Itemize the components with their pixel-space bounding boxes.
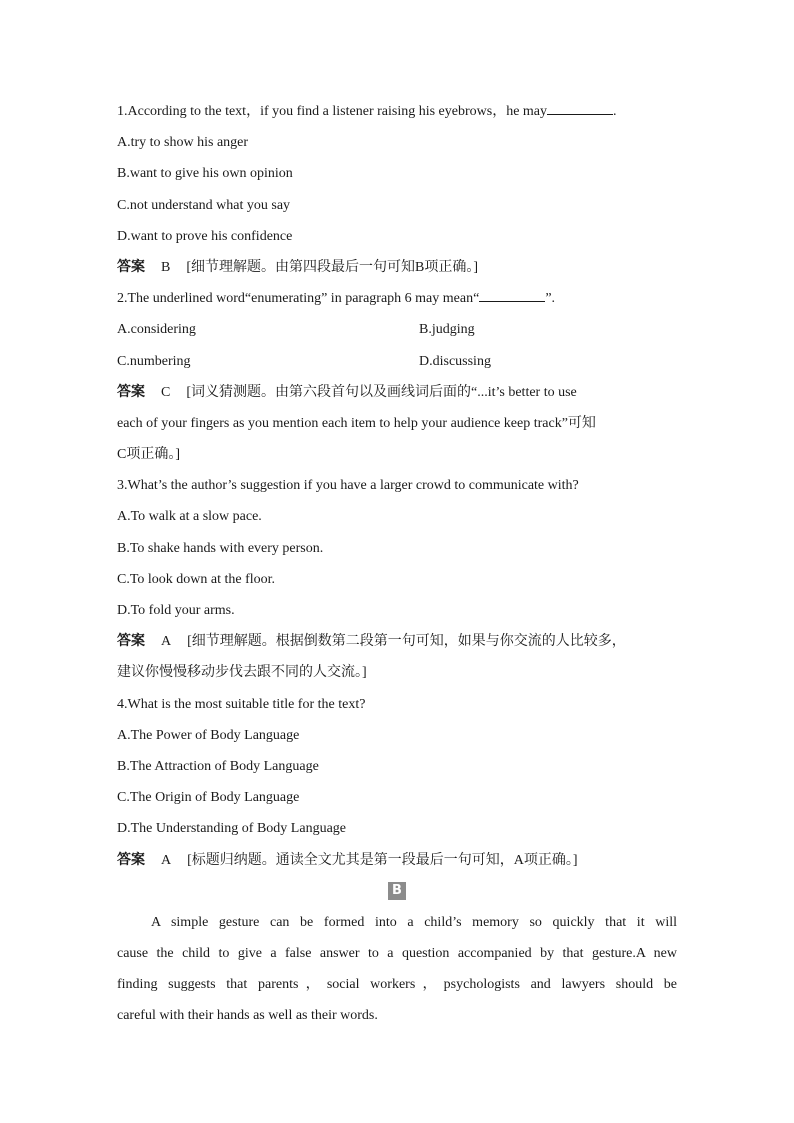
answer-label: 答案 xyxy=(117,383,145,400)
question-2-stem xyxy=(117,283,677,314)
answer-explanation-line-1: [细节理解题。根据倒数第二段第一句可知，如果与你交流的人比较多， xyxy=(187,634,626,650)
answer-explanation-line-1: [词义猜测题。由第六段首句以及画线词后面的“...it’s better to use xyxy=(186,384,577,400)
passage-line-4: careful with their hands as well as their words. xyxy=(117,1008,378,1024)
passage-line-3: finding suggests that parents，social workers，psychologists and lawyers should be xyxy=(117,977,677,993)
question-3-stem: 3.What’s the author’s suggestion if you have a larger crowd to communicate with? xyxy=(117,478,579,494)
answer-label: 答案 xyxy=(117,851,145,868)
question-4-option-b: B.The Attraction of Body Language xyxy=(117,758,319,774)
answer-letter: A xyxy=(161,852,172,868)
answer-explanation: [细节理解题。由第四段最后一句可知B项正确。] xyxy=(186,259,479,275)
question-1-option-d: D.want to prove his confidence xyxy=(117,228,293,244)
question-2-option-b: B.judging xyxy=(419,322,475,338)
answer-letter: A xyxy=(161,634,172,650)
question-stem-text: 2.The underlined word“enumerating” in paragraph 6 may mean“ xyxy=(117,291,480,307)
question-3-option-b: B.To shake hands with every person. xyxy=(117,540,324,556)
document-page xyxy=(117,96,677,1032)
question-2-options-row-1 xyxy=(117,314,677,345)
section-marker xyxy=(117,876,677,907)
question-1-option-c: C.not understand what you say xyxy=(117,197,291,213)
question-1-stem xyxy=(117,96,677,127)
question-2-explanation-line-2: each of your fingers as you mention each item to help your audience keep track”可知 xyxy=(117,415,596,431)
question-2-option-d: D.discussing xyxy=(419,353,491,369)
passage-line-2: cause the child to give a false answer to a question accompanied by that gesture.A new xyxy=(117,946,677,962)
question-2-option-c: C.numbering xyxy=(117,353,191,369)
answer-label: 答案 xyxy=(117,633,145,650)
stem-end-punct: ”. xyxy=(545,291,556,307)
answer-explanation: [标题归纳题。通读全文尤其是第一段最后一句可知，A项正确。] xyxy=(187,852,578,868)
question-3-option-d: D.To fold your arms. xyxy=(117,603,235,618)
question-2-option-a: A.considering xyxy=(117,322,196,338)
stem-end-punct: . xyxy=(613,104,617,119)
question-4-option-a: A.The Power of Body Language xyxy=(117,727,300,743)
question-3-option-a: A.To walk at a slow pace. xyxy=(117,509,262,525)
answer-label: 答案 xyxy=(117,258,145,275)
question-4-option-c: C.The Origin of Body Language xyxy=(117,790,300,806)
answer-letter: B xyxy=(161,259,171,275)
answer-blank xyxy=(547,100,613,115)
question-2-answer xyxy=(117,377,677,408)
question-4-stem: 4.What is the most suitable title for the text? xyxy=(117,696,366,712)
question-4-option-d: D.The Understanding of Body Language xyxy=(117,821,346,837)
question-3-option-c: C.To look down at the floor. xyxy=(117,571,276,587)
question-2-options-row-2 xyxy=(117,346,677,377)
question-3-explanation-line-2: 建议你慢慢移动步伐去跟不同的人交流。] xyxy=(117,665,367,681)
question-4-answer xyxy=(117,845,677,876)
question-stem-text: 1.According to the text，if you find a listener raising his eyebrows，he may xyxy=(117,104,548,119)
answer-blank xyxy=(479,287,545,302)
question-3-answer xyxy=(117,626,677,657)
question-1-option-b: B.want to give his own opinion xyxy=(117,166,293,182)
passage-line-1: A simple gesture can be formed into a child’s memory so quickly that it will xyxy=(151,914,677,930)
question-1-option-a: A.try to show his anger xyxy=(117,135,249,151)
section-b-badge: B xyxy=(388,882,406,900)
question-1-answer xyxy=(117,252,677,283)
answer-letter: C xyxy=(161,384,171,400)
question-2-explanation-line-3: C项正确。] xyxy=(117,447,180,463)
